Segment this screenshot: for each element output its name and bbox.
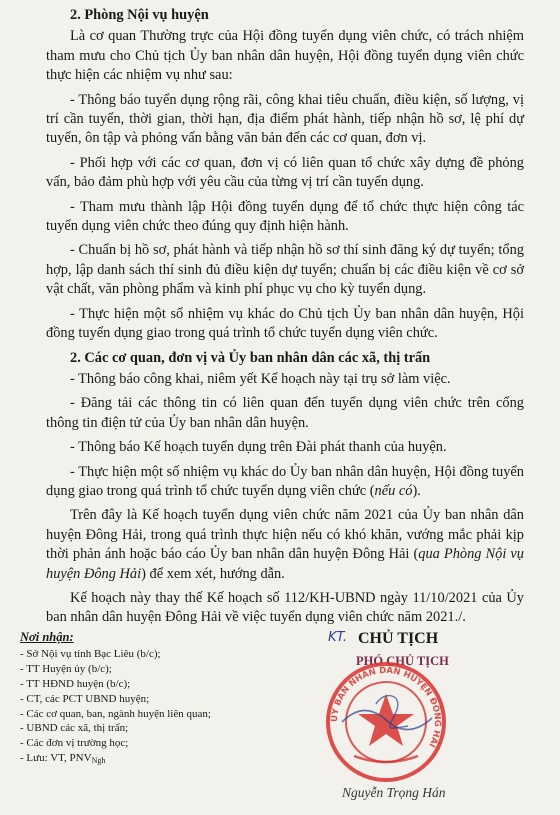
signer-title: CHỦ TỊCH [358,630,439,647]
task-item: - Thực hiện một số nhiệm vụ khác do Chủ tịch Ủy ban nhân dân huyện, Hội đồng tuyển dụng giao trong quá trình tổ chức tuyển dụng viên chức. [46,305,524,342]
section-heading-noi-vu: 2. Phòng Nội vụ huyện [70,7,209,23]
task-item: - Thông báo công khai, niêm yết Kế hoạch này tại trụ sở làm việc. [70,370,451,387]
signer-name: Nguyễn Trọng Hán [342,785,446,800]
signature-block [300,620,550,815]
seal-text: ỦY BAN NHÂN DÂN HUYỆN ĐÔNG HẢI [329,665,443,749]
document-footer [0,620,560,815]
task-item: - Tham mưu thành lập Hội đồng tuyển dụng để tổ chức thực hiện công tác tuyển dụng viên chức theo đúng quy định hiện hành. [46,198,524,235]
recipient-item: - UBND các xã, thị trấn; [20,722,129,735]
task-text: - Thực hiện một số nhiệm vụ khác do Ủy ban nhân dân huyện, Hội đồng tuyển dụng giao trong quá trình tổ chức tuyển dụng viên chức ( [46,463,524,499]
closing-italic: qua Phòng Nội vụ huyện Đông Hải [46,546,524,582]
recipient-item: - CT, các PCT UBND huyện; [20,692,150,705]
recipient-item: - Các đơn vị trường học; [20,737,129,750]
recipient-item [20,751,211,769]
task-item: - Đăng tải các thông tin có liên quan đến tuyển dụng viên chức trên cổng thông tin điện tử của Ủy ban nhân dân huyện. [46,395,524,431]
recipient-item: - TT Huyện ủy (b/c); [20,662,112,675]
task-item: - Thông báo Kế hoạch tuyển dụng trên Đài phát thanh của huyện. [70,439,447,456]
official-seal-icon [324,660,448,784]
recipient-item: - Các cơ quan, ban, ngành huyện liên quan; [20,707,211,720]
section-intro: Là cơ quan Thường trực của Hội đồng tuyển dụng viên chức, có trách nhiệm tham mưu cho Chủ tịch Ủy ban nhân dân huyện, Hội đồng tuyển dụng viên chức thực hiện các nhiệm vụ như sau: [46,28,524,84]
recipients-title: Nơi nhận: [20,630,74,644]
signer-subtitle: PHÓ CHỦ TỊCH [356,654,449,668]
closing-end: ) để xem xét, hướng dẫn. [141,565,285,582]
recipient-archive-sub: Ngh [91,756,106,766]
recipient-archive: - Lưu: VT, PNV [20,752,92,765]
task-item: - Phối hợp với các cơ quan, đơn vị có liên quan tổ chức xây dựng đề phỏng vấn, bảo đảm phù hợp với yêu cầu của từng vị trí cần tuyển dụng. [46,154,524,191]
recipient-item: - Sở Nội vụ tỉnh Bạc Liêu (b/c); [20,647,161,660]
recipients-block [20,630,211,769]
task-item [46,463,524,502]
kt-mark: KT. [328,630,348,645]
task-item: - Chuẩn bị hồ sơ, phát hành và tiếp nhận hồ sơ thí sinh đăng ký dự tuyển; tổng hợp, lập danh sách thí sinh đủ điều kiện dự tuyển; chuẩn bị các điều kiện về cơ sở vật chất, văn phòng phẩm và kinh phí phục vụ cho kỳ tuyển dụng. [46,242,524,298]
task-text-end: ). [412,482,421,499]
closing-text: Trên đây là Kế hoạch tuyển dụng viên chức năm 2021 của Ủy ban nhân dân huyện Đông Hải, trong quá trình thực hiện nếu có khó khăn, vướng mắc phải kịp thời phản ánh hoặc báo cáo Ủy ban nhân dân huyện Đông Hải ( [46,507,524,563]
task-item: - Thông báo tuyển dụng rộng rãi, công khai tiêu chuẩn, điều kiện, số lượng, vị trí cần tuyển, thời gian, thời hạn, địa điểm phát hành, tiếp nhận hồ sơ, lệ phí dự tuyển, ôn tập và phỏng vấn bằng văn bản đến các cơ quan, đơn vị. [46,91,524,147]
replacement-note: Kế hoạch này thay thế Kế hoạch số 112/KH-UBND ngày 11/10/2021 của Ủy ban nhân dân huyện Đông Hải về việc tuyển dụng viên chức năm 2021./. [46,589,524,626]
section-heading-co-quan: 2. Các cơ quan, đơn vị và Ủy ban nhân dân các xã, thị trấn [70,349,431,366]
document-body [46,6,524,633]
task-text-italic: nếu có [374,482,413,499]
closing-paragraph [46,506,524,584]
recipient-item: - TT HĐND huyện (b/c); [20,677,131,690]
